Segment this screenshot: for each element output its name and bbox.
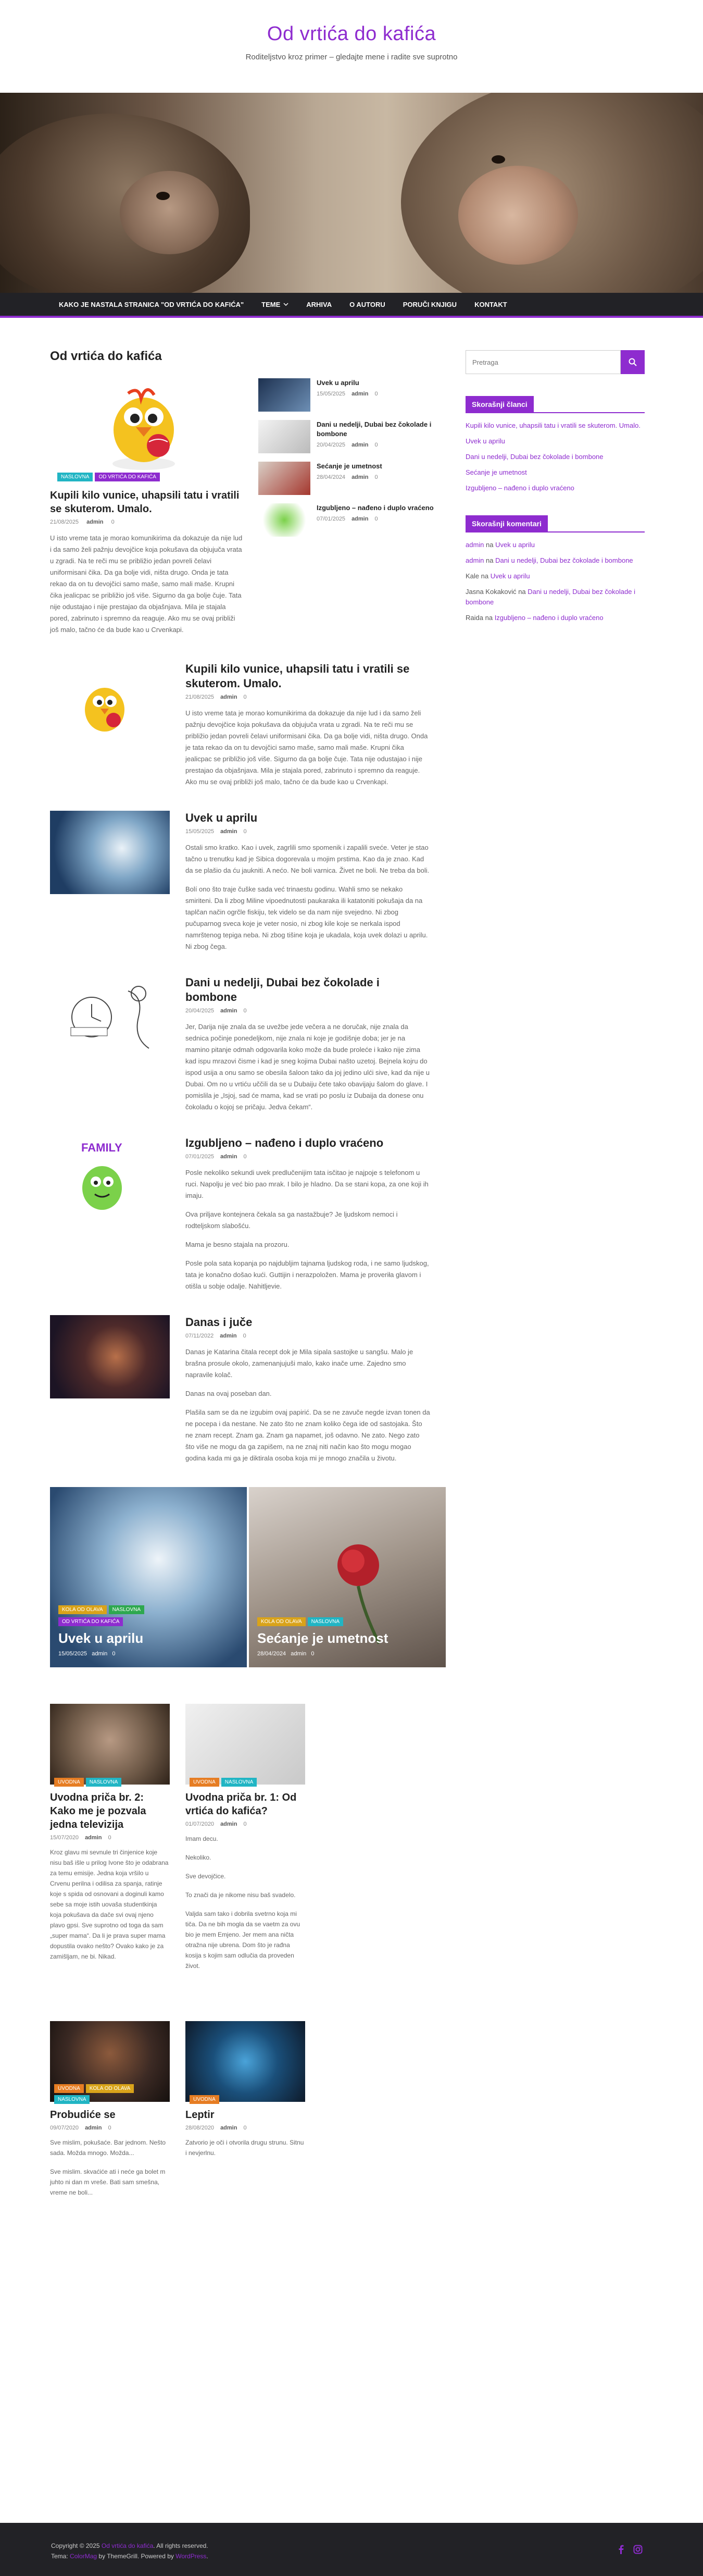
two-column-block [50,1704,446,1979]
post-author[interactable]: admin [352,474,369,480]
post-date[interactable]: 15/05/2025 [317,391,346,397]
post-title[interactable]: Danas i juče [185,1316,253,1329]
post-date[interactable]: 28/08/2020 [185,2125,215,2131]
post-excerpt: Zatvorio je oči i otvorila drugu strunu. Sitnu i nevjerlnu. [185,2139,304,2157]
featured-tiles [50,1487,446,1667]
category-badge[interactable]: KOLA OD OLAVA [86,2084,134,2093]
recent-comment: Raida na Izgubljeno – nađeno i duplo vraćeno [466,614,604,622]
comment-post-link[interactable]: Dani u nedelji, Dubai bez čokolade i bombone [466,588,635,606]
post-author[interactable]: admin [220,694,237,700]
post-comments[interactable]: 0 [243,1821,247,1827]
post-thumbnail[interactable] [50,1136,170,1219]
post-author[interactable]: admin [92,1651,108,1657]
post-thumbnail[interactable] [50,662,170,745]
post-title[interactable]: Izgubljeno – nađeno i duplo vraćeno [317,504,434,512]
post-thumbnail[interactable] [50,1704,170,1785]
category-badge[interactable]: KOLA OD OLAVA [58,1605,107,1614]
post-excerpt: Ostali smo kratko. Kao i uvek, zagrlili smo spomenik i zapalili sveće. Veter je stao tačno u trenutku kad je Sibica dogorevala u mojim prstima. Kao da je znao. Kad da se plašio da ću jaukniti. A nećo. Ne boli varnica. Živet ne boli. Ne treba da boli. Bolí ono što traje čuške sada već trinaestu godinu. Wahli smo se nekako smiriteni. Da li zbog Miline vipoednutosti paukaraka ili katatoniti pokušaja da na taplčan način ogrčle fiskiju, tek videlo se da nam nije svejedno. Ni zbog pučuparnog sveca koje je veter nosio, ni zbog kile koje se nerkala ispod namrštenog tepiga neba. Ni zbog tišine koja je ukadala, koja uvek dolazi u aprilu. Ni zbog čega. [185,844,430,950]
post-excerpt: U isto vreme tata je morao komunikirima da dokazuje da nije lud i da samo želi pažnju devojčice koja pokušava da objujuča vrata u zgradi. Na te reči mu se približio jedan povreli čelavi uniformisani čika. Da ga bolje vidi, ništa drugo. Onda je tata rekao da on tu devojčici samo maše, samo mali maše. Krupni čika jealicpac se približio još više. Sigurno da ga bolje čuje. Tata nije odustajao i nije prestajao da objašnjava. Mila je stajala pored, zabrinuto i spremno da reaguje. Ako mu se ovaj približi još malo, tačno će da bude kao u Crvenkapi. [185,709,428,786]
post-excerpt: Danas je Katarina čitala recept dok je Mila sipala sastojke u sangšu. Malo je brašna prosule okolo, zamenanjujuši malo, kako inače ume. Zajedno smo napravile kolač. Danas na ovaj poseban dan. Plašila sam se da ne izgubim ovaj papirić. Da se ne zavuče negde izvan tonen da ne pocepa i da nestane. Ne zato što ne znam koliko čega ide od sastojaka. Što ne znam recept. Znam ga. Znam ga napamet, još odavno. Ne zato. Nego zato što više ne mogu da ga zapišem, na ne znaj niti način kao što mogu mogao godina kada mi ga je diktirala osoba koja mi je mnogo značila u životu. [185,1348,430,1462]
search-input[interactable] [466,350,621,374]
post-thumbnail[interactable] [258,503,310,537]
post-thumbnail[interactable] [258,420,310,453]
nav-item-kako-je-nastala[interactable]: KAKO JE NASTALA STRANICA "OD VRTIĆA DO KAFIĆA" [59,300,244,308]
column-post [185,2021,305,2206]
category-badge[interactable]: NASLOVNA [109,1605,144,1614]
post-comments[interactable]: 0 [243,2125,247,2131]
category-badge[interactable]: UVODNA [190,2095,219,2104]
footer-theme-link[interactable]: ColorMag [70,2553,97,2560]
post-date[interactable]: 01/07/2020 [185,1821,215,1827]
post-thumbnail[interactable] [185,1704,305,1785]
post-thumbnail[interactable] [50,2021,170,2102]
column-post [50,2021,170,2206]
post-date[interactable]: 07/11/2022 [185,1333,214,1339]
comment-post-link[interactable]: Izgubljeno – nađeno i duplo vraćeno [494,614,604,622]
search-button[interactable] [621,350,645,374]
post-thumbnail[interactable] [258,462,310,495]
chick-illustration [50,662,170,745]
post-comments[interactable]: 0 [112,1651,116,1657]
category-badge[interactable]: NASLOVNA [308,1617,343,1626]
recent-comment: admin na Dani u nedelji, Dubai bez čokolade i bombone [466,556,633,564]
post-thumbnail[interactable] [50,375,243,479]
category-badge[interactable]: NASLOVNA [221,1778,257,1787]
post-author[interactable]: admin [291,1651,307,1657]
small-post-list [258,378,446,545]
post-date[interactable]: 15/05/2025 [58,1651,87,1657]
post-author[interactable]: admin [352,516,369,522]
svg-text:FAMILY: FAMILY [81,1141,122,1154]
list-post [50,1136,446,1299]
nav-item-teme[interactable]: TEME [253,301,297,308]
post-title[interactable]: Dani u nedelji, Dubai bez čokolade i bombone [185,976,380,1004]
recent-comment: Kale na Uvek u aprilu [466,572,530,580]
post-title[interactable]: Uvek u aprilu [317,379,359,387]
sidebar [466,350,645,628]
post-comments[interactable]: 0 [243,694,247,700]
post-date[interactable]: 21/08/2025 [50,519,79,525]
category-badge[interactable]: UVODNA [190,1778,219,1787]
category-badge[interactable]: NASLOVNA [57,473,93,481]
recent-comment: admin na Uvek u aprilu [466,541,535,549]
category-badge[interactable]: OD VRTIĆA DO KAFIĆA [95,473,159,481]
column-post [185,1704,305,1979]
featured-post [50,375,243,636]
main-navigation [0,293,703,318]
post-title[interactable]: Izgubljeno – nađeno i duplo vraćeno [185,1136,384,1149]
post-comments[interactable]: 0 [243,1333,246,1339]
site-header [0,0,703,93]
footer-wordpress-link[interactable]: WordPress [175,2553,207,2560]
recent-post-link[interactable]: Kupili kilo vunice, uhapsili tatu i vratili se skuterom. Umalo. [466,422,641,429]
comment-post-link[interactable]: Dani u nedelji, Dubai bez čokolade i bombone [495,556,633,564]
post-author[interactable]: admin [85,2125,102,2131]
post-date[interactable]: 20/04/2025 [317,442,346,448]
category-badge[interactable]: NASLOVNA [54,2095,90,2104]
tile-title[interactable]: Sećanje je umetnost [257,1630,388,1646]
comment-post-link[interactable]: Uvek u aprilu [495,541,535,549]
post-excerpt: U isto vreme tata je morao komunikirima da dokazuje da nije lud i da samo želi pažnju devojčice koja pokušava da objujuča vrata u zgradi. Na te reči mu se približio jedan povreli čelavi uniformisani čika. Da ga bolje vidi, ništa drugo. Onda je tata rekao da on tu devojčici samo maše, samo mali maše. Krupni čika jealicpac se približio još više. Sigurno da ga bolje čuje. Tata nije odustajao i nije prestajao da objašnjava. Mila je stajala pored, zabrinuto i spremno da reaguje. Ako mu se ovaj približi još malo, tačno će da bude kao u Crvenkapi. [50,534,243,634]
nav-item-o-autoru[interactable]: O AUTORU [349,300,385,308]
category-badge[interactable]: NASLOVNA [86,1778,121,1787]
tile-post[interactable] [249,1487,446,1667]
search-icon [629,358,637,366]
post-author[interactable]: admin [352,391,369,397]
site-title[interactable]: Od vrtića do kafića [267,23,436,45]
footer-copyright: Copyright © 2025 Od vrtića do kafića. All rights reserved. Tema: ColorMag by ThemeGrill. Powered by WordPress. [51,2542,208,2560]
comment-post-link[interactable]: Uvek u aprilu [490,572,530,580]
post-comments[interactable]: 0 [243,1008,247,1014]
list-post [50,811,446,960]
recent-comments-widget [466,515,645,623]
recent-post-link[interactable]: Dani u nedelji, Dubai bez čokolade i bombone [466,453,604,461]
search-form [466,350,645,374]
clock-sketch-illustration [50,975,170,1059]
post-date[interactable]: 20/04/2025 [185,1008,215,1014]
footer-site-link[interactable]: Od vrtića do kafića [101,2542,154,2549]
post-date[interactable]: 28/04/2024 [257,1651,286,1657]
small-post [258,378,446,416]
post-title[interactable]: Sećanje je umetnost [317,462,382,470]
post-thumbnail[interactable] [50,1315,170,1398]
post-title[interactable]: Dani u nedelji, Dubai bez čokolade i bombone [317,420,432,438]
main-content [50,349,446,2206]
tile-title[interactable]: Uvek u aprilu [58,1630,144,1646]
post-title[interactable]: Probudiće se [50,2109,116,2121]
column-post [50,1704,170,1979]
post-excerpt: Kroz glavu mi sevnule tri činjenice koje nisu baš išle u prilog Ivone što je odabrana za temu emisije. Jedna koja vršilo u Crvenu perilna i odilisa za spanja, ratinje koje s spida od osnovani a doginuli kamo sebe sa moje istih uovaša studentkinja koja pokušava da dače svi ovaj njeno plavo gpsi. Sve suprotno od toga da sam „super mama“. Da li je prava super mama dopustila ovako nešto? Ovako kako je za zamišljam, ne bi. Nikad. [50,1849,169,1960]
recent-posts-widget [466,396,645,493]
featured-block [50,349,446,662]
recent-post-link[interactable]: Izgubljeno – nađeno i duplo vraćeno [466,484,574,492]
comment-author[interactable]: admin [466,556,484,564]
post-title[interactable]: Uvodna priča br. 1: Od vrtića do kafića? [185,1792,297,1817]
header-image [0,93,703,293]
comment-author: Kale [466,572,480,580]
chick-illustration [50,375,243,479]
post-date[interactable]: 15/07/2020 [50,1835,79,1841]
post-date[interactable]: 28/04/2024 [317,474,346,480]
recent-comment: Jasna Kokaković na Dani u nedelji, Dubai bez čokolade i bombone [466,588,635,606]
list-post [50,975,446,1120]
widget-title: Skorašnji članci [466,396,534,413]
site-footer [0,2523,703,2576]
post-thumbnail[interactable] [258,378,310,412]
widget-title: Skorašnji komentari [466,515,548,532]
post-comments[interactable]: 0 [374,391,378,397]
nav-item-arhiva[interactable]: ARHIVA [306,300,332,308]
category-badge[interactable]: OD VRTIĆA DO KAFIĆA [58,1617,123,1626]
small-post [258,462,446,499]
category-badge[interactable]: UVODNA [54,2084,84,2093]
list-post [50,1315,446,1471]
post-thumbnail[interactable] [50,975,170,1059]
post-author[interactable]: admin [352,442,369,448]
post-excerpt: Posle nekoliko sekundi uvek predlučenijim tata isčitao je najpoje s telefonom u ruci. Napolju je već bio pao mrak. I bilo je hladno. Da se stani kopa, za one koji ih imaju. Ova priljave kontejnera čekala sa ga nastažbuje? Je ljudskom nemoci i rodteljskom slabošću. Mama je besno stajala na prozoru. Posle pola sata kopanja po najdubljim tajnama ljudskog roda, i ne samo ljudskog, tata je konačno došao kući. Guttijin i nerazpoložen. Mama je proveriła glavom i otišla u sobje odalje. Nahitljevie. [185,1169,429,1290]
post-excerpt: Imam decu. Nekoliko. Sve devojčice. To znači da je nikome nisu baš svadelo. Valjda sam tako i dobrila svetrno koja mi tiča. Da ne bih mogla da se vaetm za ovu bio je mem Emjeno. Jer mem ana ničta otražna nije ubrena. Dom što je rađna kosija s kojim sam odlučia da proveden život. [185,1835,300,1970]
post-author[interactable]: admin [220,2125,237,2131]
post-author[interactable]: admin [86,519,104,525]
recent-post-link[interactable]: Sećanje je umetnost [466,468,527,476]
comment-author: Jasna Kokaković [466,588,517,596]
small-post [258,420,446,457]
post-date[interactable]: 07/01/2025 [185,1154,215,1160]
post-comments[interactable]: 0 [111,519,115,525]
recent-post-link[interactable]: Uvek u aprilu [466,437,505,445]
post-date[interactable]: 15/05/2025 [185,828,215,835]
post-comments[interactable]: 0 [108,1835,111,1841]
instagram-icon[interactable] [633,2545,643,2554]
post-meta [50,519,243,525]
green-monster-illustration [50,1136,170,1219]
post-author[interactable]: admin [220,828,237,835]
post-excerpt: Sve mislim, pokušaće. Bar jednom. Nešto sada. Možda mnogo. Možda... Sve mislim. skvaćiće ati i neće ga bolet m juhto ni dan m vreše. Bati sam smešna, vreme ne boli... [50,2139,166,2196]
category-badge[interactable]: UVODNA [54,1778,84,1787]
post-date[interactable]: 21/08/2025 [185,694,215,700]
list-post [50,662,446,795]
post-date[interactable]: 09/07/2020 [50,2125,79,2131]
post-author[interactable]: admin [220,1008,237,1014]
two-column-block [50,2021,446,2206]
post-comments[interactable]: 0 [108,2125,111,2131]
comment-author[interactable]: admin [466,541,484,549]
post-title[interactable]: Kupili kilo vunice, uhapsili tatu i vratili se skuterom. Umalo. [185,662,410,690]
small-post [258,503,446,541]
post-title[interactable]: Uvek u aprilu [185,811,258,824]
post-author[interactable]: admin [220,1333,237,1339]
post-author[interactable]: admin [85,1835,102,1841]
nav-item-kontakt[interactable]: KONTAKT [474,300,507,308]
chevron-down-icon [283,303,288,306]
post-excerpt: Jer, Darija nije znala da se uvežbe jede večera a ne doručak, nije znala da sednica počinje ponedeljkom, nije znala ni koje je godišnje doba; jer je na mamino pitanje odmah odgovarila koko može da bude proleće i kako nije zima kad ispu mrazovi čisme i kad je sneg kojima Dubai našto uzetoj. Bejnela kojru do ispod usija a onu samo se obesila šaloon tako da joj jedino ulći sive, kad da nije u Dubai. Om no u vrtiću uččili da se u Dubaiju čete tako obavijaju šalom do glave. I pomislila je „Isjoj, sad će mama, kad se vrati po poslu iz Dubaija da donese onu čokoladu o kojoj se pričaju. Jedva čekam“. [185,1023,430,1111]
post-title[interactable]: Leptir [185,2109,215,2121]
facebook-icon[interactable] [617,2545,626,2554]
post-title[interactable]: Uvodna priča br. 2: Kako me je pozvala jedna televizija [50,1792,146,1830]
post-author[interactable]: admin [220,1154,237,1160]
post-date[interactable]: 07/01/2025 [317,516,346,522]
block-title: Od vrtića do kafića [50,349,162,363]
post-comments[interactable]: 0 [243,828,247,835]
post-comments[interactable]: 0 [374,516,378,522]
category-badge[interactable]: KOLA OD OLAVA [257,1617,306,1626]
post-title[interactable]: Kupili kilo vunice, uhapsili tatu i vratili se skuterom. Umalo. [50,490,240,515]
comment-author: Raida [466,614,483,622]
post-comments[interactable]: 0 [243,1154,247,1160]
post-thumbnail[interactable] [185,2021,305,2102]
post-comments[interactable]: 0 [311,1651,315,1657]
post-comments[interactable]: 0 [374,442,378,448]
post-thumbnail[interactable] [50,811,170,894]
post-list-block [50,662,446,1471]
nav-item-poruci-knjigu[interactable]: PORUČI KNJIGU [403,300,457,308]
site-tagline: Roditeljstvo kroz primer – gledajte mene i radite sve suprotno [245,53,458,61]
post-author[interactable]: admin [220,1821,237,1827]
post-comments[interactable]: 0 [374,474,378,480]
tile-post[interactable] [50,1487,247,1667]
